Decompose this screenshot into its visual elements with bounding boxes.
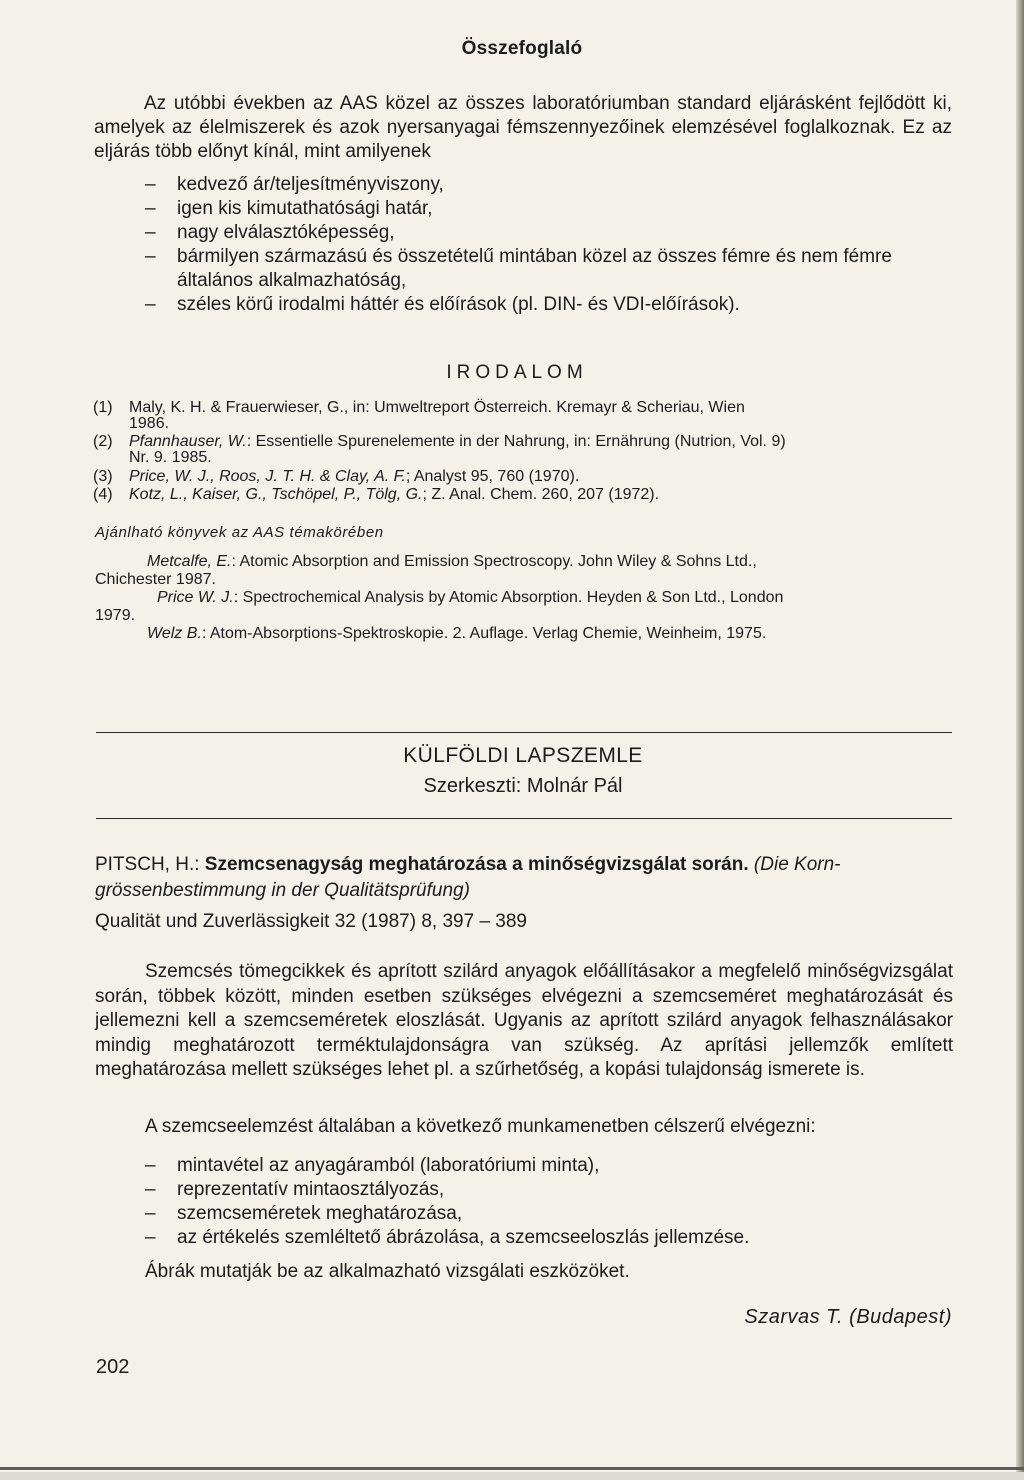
irodalom-heading: IRODALOM [446,362,588,383]
list-item: – az értékelés szemléltető ábrázolása, a szemcseeloszlás jellemzése. [145,1227,750,1248]
list-item: – mintavétel az anyagáramból (laboratóriumi minta), [145,1155,600,1176]
reference-item: (4) Kotz, L., Kaiser, G., Tschöpel, P., Tölg, G.; Z. Anal. Chem. 260, 207 (1972). [93,486,660,503]
list-item: – nagy elválasztóképesség, [145,222,395,243]
book-item: Metcalfe, E.: Atomic Absorption and Emission Spectroscopy. John Wiley & Sohns Ltd., Chichester 1987. [95,553,757,588]
list-item: – szemcseméretek meghatározása, [145,1203,463,1224]
list-item: – reprezentatív mintaosztályozás, [145,1179,445,1200]
list-item: – kedvező ár/teljesítményviszony, [145,174,444,195]
signature: Szarvas T. (Budapest) [744,1306,952,1328]
bottom-edge [0,1472,1024,1480]
book-item: Price W. J.: Spectrochemical Analysis by Atomic Absorption. Heyden & Son Ltd., London 1979. [95,589,784,624]
books-heading: Ajánlható könyvek az AAS témakörében [95,524,384,541]
steps-list [145,1154,953,1250]
book-item: Welz B.: Atom-Absorptions-Spektroskopie. 2. Auflage. Verlag Chemie, Weinheim, 1975. [147,625,767,642]
article-source: Qualität und Zuverlässigkeit 32 (1987) 8, 397 – 389 [95,911,527,932]
reference-item: (3) Price, W. J., Roos, J. T. H. & Clay, A. F.; Analyst 95, 760 (1970). [93,468,580,485]
page-number: 202 [96,1356,130,1378]
list-item: – széles körű irodalmi háttér és előírások (pl. DIN- és VDI-előírások). [145,294,740,315]
article-title-hu: Szemcsenagyság meghatározása a minőségvizsgálat során. [204,854,749,875]
article-author: PITSCH, H.: [95,854,200,875]
bottom-rule [0,1467,1024,1470]
list-item: – igen kis kimutathatósági határ, [145,198,433,219]
article-paragraph: Szemcsés tömegcikkek és aprított szilárd anyagok előállításakor a megfelelő minőségvizsgálat során, többek között, minden esetben szükséges elvégezni a szemcseméret meghatározását és jellemezni kell a szemcseméretek eloszlását. Ugyanis az aprított szilárd anyagok felhasználásakor mindig meghatározott terméktulajdonságra van szükség. Az aprítási jellemzők említett meghatározása mellett szükséges lehet pl. a szűrhetőség, a kopási tulajdonság ismerete is. [95,961,953,1080]
page-title: Összefoglaló [461,38,583,59]
section-title: KÜLFÖLDI LAPSZEMLE [403,744,643,767]
article-title-de: (Die Korn- [753,854,841,875]
intro-paragraph: Az utóbbi években az AAS közel az összes laboratóriumban standard eljárásként fejlődött ki, amelyek az élelmiszerek és azok nyersanyagai fémszennyezőinek elemzésével foglalkoznak. Ez az eljárás több előnyt kínál, mint amilyenek [94,93,952,162]
reference-item: (2) Pfannhauser, W.: Essentielle Spurenelemente in der Nahrung, in: Ernährung (Nutrion, Vol. 9) Nr. 9. 1985. [93,433,786,466]
article-paragraph: Ábrák mutatják be az alkalmazható vizsgálati eszközöket. [145,1261,630,1282]
section-editor: Szerkeszti: Molnár Pál [423,775,623,797]
advantages-list [145,173,953,317]
article-paragraph: A szemcseelemzést általában a következő munkamenetben célszerű elvégezni: [145,1116,816,1137]
article-heading [95,852,957,904]
divider [96,732,952,733]
page-edge-shadow [1016,0,1024,1480]
reference-item: (1) Maly, K. H. & Frauerwieser, G., in: Umweltreport Österreich. Kremayr & Scheriau, Wien 1986. [93,399,745,432]
divider [96,818,952,819]
article-title-de-cont: grössenbestimmung in der Qualitätsprüfung) [95,880,470,901]
list-item: – bármilyen származású és összetételű mintában közel az összes fémre és nem fémre általános alkalmazhatóság, [145,246,892,291]
